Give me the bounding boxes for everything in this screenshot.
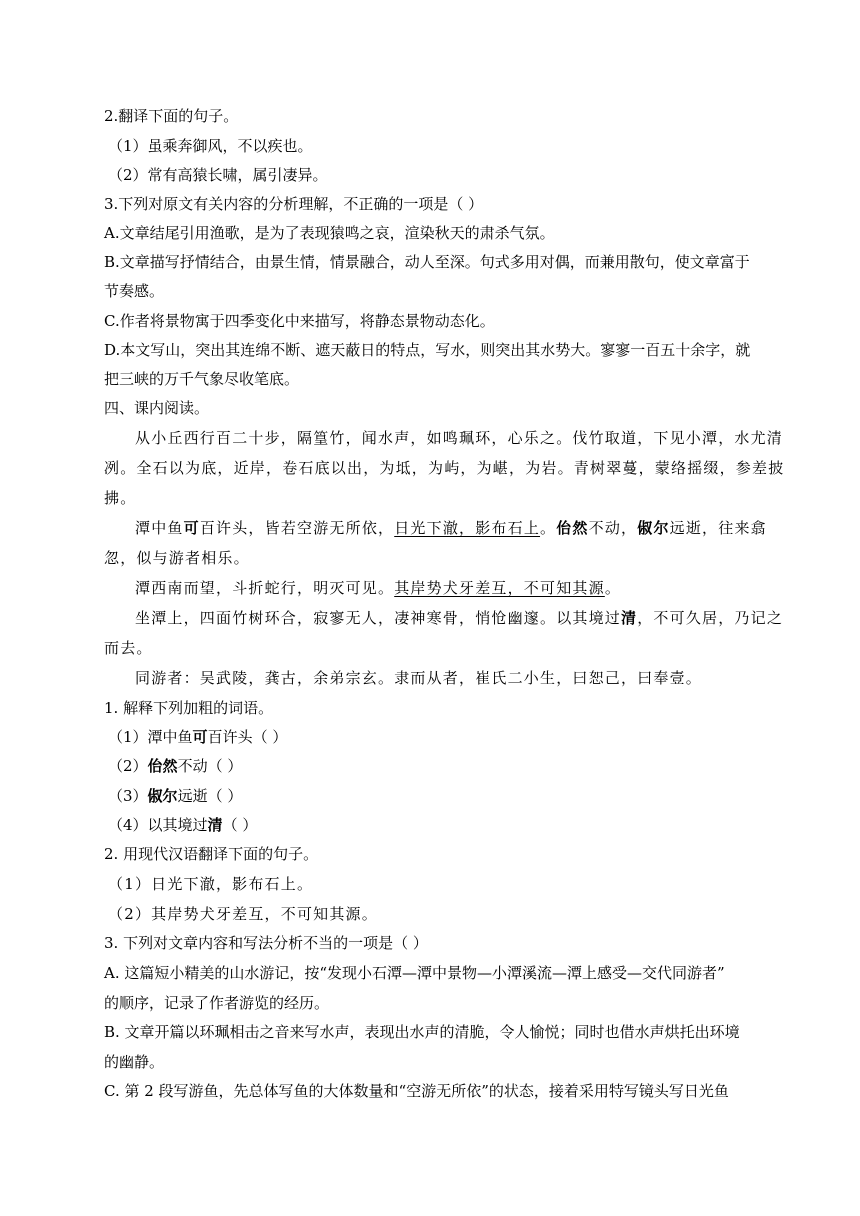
s4-q3-option-a-line2: 的顺序，记录了作者游览的经历。 (104, 994, 330, 1012)
passage-p4-line2: 而去。 (104, 639, 153, 657)
passage-p2-line2: 忽，似与游者相乐。 (104, 549, 250, 567)
section-4-heading: 四、课内阅读。 (104, 399, 210, 417)
bold-word: 佁然 (147, 757, 178, 775)
q3-heading: 3.下列对原文有关内容的分析理解，不正确的一项是（ ） (104, 195, 484, 213)
q2-heading: 2.翻译下面的句子。 (104, 107, 239, 125)
q2-item-2: （2）常有高猿长啸，属引凄异。 (108, 166, 328, 184)
bold-word: 俶尔 (147, 787, 178, 805)
item-text: （1）潭中鱼 (108, 728, 193, 746)
passage-p1-line2: 冽。全石以为底，近岸，卷石底以出，为坻，为屿，为嵁，为岩。青树翠蔓，蒙络摇缀，参差披 (104, 459, 785, 477)
item-blank: 百许头（ ） (207, 728, 288, 746)
passage-text: 。 (540, 519, 557, 537)
passage-text: 坐潭上，四面竹树环合，寂寥无人，凄神寒骨，悄怆幽邃。以其境过 (135, 609, 622, 627)
passage-text: ，不可久居，乃记之 (637, 609, 784, 627)
passage-p1-line1: 从小丘西行百二十步，隔篁竹，闻水声，如鸣珮环，心乐之。伐竹取道，下见小潭，水尤清 (135, 429, 784, 447)
item-text: （4）以其境过 (108, 816, 208, 834)
item-blank: （ ） (222, 816, 258, 834)
passage-text: 远逝，往来翕 (669, 519, 767, 537)
s4-q3-option-a-line1: A. 这篇短小精美的山水游记，按“发现小石潭—潭中景物—小潭溪流—潭上感受—交代同游者” (104, 964, 725, 982)
q3-option-d-line1: D.本文写山，突出其连绵不断、遮天蔽日的特点，写水，则突出其水势大。寥寥一百五十余字，就 (104, 341, 751, 359)
s4-q2-item-1: （1）日光下澈，影布石上。 (108, 875, 314, 893)
s4-q1-item-1 (108, 727, 768, 747)
s4-q1-item-2 (108, 756, 768, 776)
q3-option-a: A.文章结尾引用渔歌，是为了表现猿鸣之哀，渲染秋天的肃杀气氛。 (104, 224, 555, 242)
bold-word-chuer: 俶尔 (637, 519, 670, 537)
s4-q3-heading: 3. 下列对文章内容和写法分析不当的一项是（ ） (104, 934, 428, 952)
q2-item-1: （1）虽乘奔御风，不以疾也。 (108, 137, 313, 155)
s4-q1-item-3 (108, 786, 768, 806)
passage-text: 不动， (588, 519, 638, 537)
passage-p5: 同游者：吴武陵，龚古，余弟宗玄。隶而从者，崔氏二小生，曰恕己，曰奉壹。 (135, 669, 703, 687)
q3-option-b-line2: 节奏感。 (104, 282, 165, 300)
passage-text: 。 (604, 579, 622, 597)
bold-word-yiran: 佁然 (556, 519, 589, 537)
q3-option-c: C.作者将景物寓于四季变化中来描写，将静态景物动态化。 (104, 312, 495, 330)
item-text: （3） (108, 787, 148, 805)
passage-p1-line3: 拂。 (104, 489, 137, 507)
q3-option-b-line1: B.文章描写抒情结合，由景生情，情景融合，动人至深。句式多用对偶，而兼用散句，使文章富于 (104, 253, 750, 271)
s4-q1-heading: 1. 解释下列加粗的词语。 (104, 699, 274, 717)
s4-q3-option-b-line2: 的幽静。 (104, 1053, 165, 1071)
s4-q2-item-2: （2）其岸势犬牙差互，不可知其源。 (108, 905, 378, 923)
bold-word-ke: 可 (183, 519, 200, 537)
s4-q1-item-4 (108, 815, 768, 835)
passage-text: 潭西南而望，斗折蛇行，明灭可见。 (135, 579, 395, 597)
item-blank: 不动（ ） (177, 757, 243, 775)
s4-q3-option-b-line1: B. 文章开篇以环珮相击之音来写水声，表现出水声的清脆，令人愉悦；同时也借水声烘托出环境 (104, 1023, 740, 1041)
passage-text: 潭中鱼 (135, 519, 184, 537)
s4-q2-heading: 2. 用现代汉语翻译下面的句子。 (104, 845, 319, 863)
s4-q3-option-c-line1: C. 第 2 段写游鱼，先总体写鱼的大体数量和“空游无所依”的状态，接着采用特写镜头写日光鱼 (104, 1082, 729, 1100)
item-text: （2） (108, 757, 148, 775)
q3-option-d-line2: 把三峡的万千气象尽收笔底。 (104, 370, 300, 388)
passage-text: 百许头，皆若空游无所依， (199, 519, 395, 537)
underlined-sentence: 其岸势犬牙差互，不可知其源 (394, 579, 605, 597)
bold-word-qing: 清 (621, 609, 638, 627)
bold-word: 清 (207, 816, 223, 834)
underlined-sentence: 日光下澈，影布石上 (394, 519, 541, 537)
passage-p4-line1 (135, 608, 795, 628)
passage-p2-line1 (135, 518, 795, 538)
passage-p3 (135, 578, 795, 598)
bold-word: 可 (192, 728, 208, 746)
item-blank: 远逝（ ） (177, 787, 243, 805)
